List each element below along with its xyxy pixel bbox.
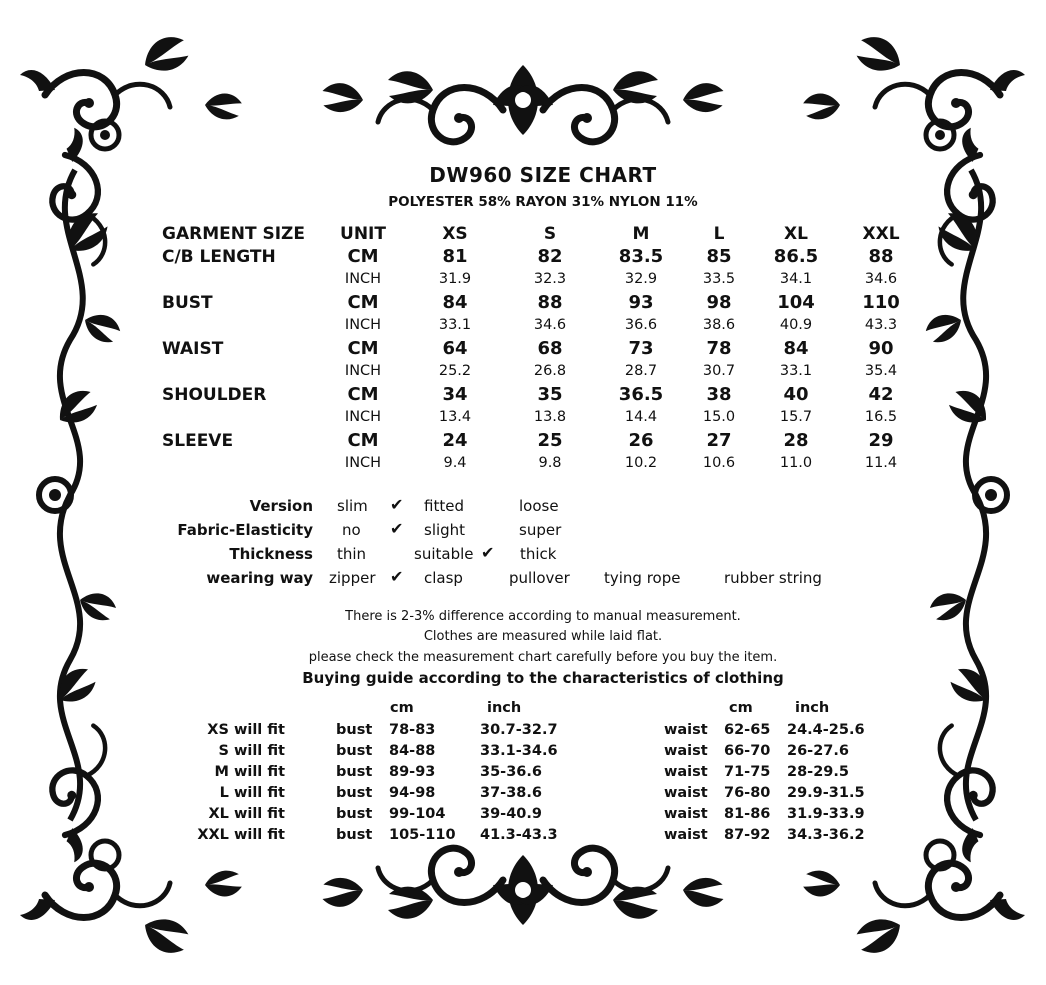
unit-inch: INCH — [344, 455, 382, 471]
check-icon: ✔ — [390, 495, 404, 514]
guide-fit-label: XXL will fit — [197, 827, 285, 843]
cell-value: 34.6 — [864, 271, 898, 287]
guide-waist-cm: 81-86 — [724, 806, 771, 822]
guide-waist-cm: 66-70 — [724, 743, 771, 759]
header-size-m: M — [632, 224, 650, 244]
option-pullover: pullover — [509, 569, 570, 587]
guide-header-bust-cm: cm — [390, 700, 414, 716]
attribute-label-fabric-elasticity: Fabric-Elasticity — [177, 521, 313, 539]
guide-waist-label: waist — [664, 785, 708, 801]
page-title: DW960 SIZE CHART — [429, 163, 657, 187]
cell-value: 9.4 — [443, 455, 467, 471]
cell-value: 34.1 — [779, 271, 813, 287]
option-fitted: fitted — [424, 497, 464, 515]
row-label-cb-length: C/B LENGTH — [162, 247, 276, 267]
guide-header-bust-inch: inch — [487, 700, 522, 716]
cell-value: 24 — [442, 430, 468, 451]
cell-value: 38.6 — [702, 317, 736, 333]
header-garment-size: GARMENT SIZE — [162, 224, 305, 244]
guide-waist-label: waist — [664, 764, 708, 780]
guide-waist-label: waist — [664, 827, 708, 843]
cell-value: 10.2 — [624, 455, 658, 471]
cell-value: 73 — [628, 338, 654, 359]
cell-value: 90 — [868, 338, 894, 359]
guide-bust-label: bust — [336, 722, 373, 738]
option-rubber-string: rubber string — [724, 569, 822, 587]
guide-waist-label: waist — [664, 806, 708, 822]
cell-value: 31.9 — [438, 271, 472, 287]
guide-bust-cm: 99-104 — [389, 806, 446, 822]
guide-bust-cm: 84-88 — [389, 743, 436, 759]
unit-inch: INCH — [344, 363, 382, 379]
option-zipper: zipper — [329, 569, 376, 587]
guide-header-waist-cm: cm — [729, 700, 753, 716]
cell-value: 32.9 — [624, 271, 658, 287]
guide-bust-label: bust — [336, 785, 373, 801]
cell-value: 9.8 — [538, 455, 562, 471]
cell-value: 88 — [537, 292, 563, 313]
option-clasp: clasp — [424, 569, 463, 587]
guide-fit-label: XL will fit — [208, 806, 285, 822]
guide-waist-label: waist — [664, 743, 708, 759]
header-size-l: L — [713, 224, 725, 244]
cell-value: 26.8 — [533, 363, 567, 379]
guide-fit-label: XS will fit — [207, 722, 285, 738]
guide-waist-inch: 31.9-33.9 — [787, 806, 865, 822]
cell-value: 10.6 — [702, 455, 736, 471]
cell-value: 15.7 — [779, 409, 813, 425]
row-label-bust: BUST — [162, 293, 213, 313]
option-thin: thin — [337, 545, 367, 563]
option-slim: slim — [337, 497, 368, 515]
unit-cm: CM — [347, 292, 379, 313]
cell-value: 40 — [783, 384, 809, 405]
cell-value: 82 — [537, 246, 563, 267]
cell-value: 33.1 — [779, 363, 813, 379]
note-laid-flat: Clothes are measured while laid flat. — [423, 629, 663, 644]
row-label-waist: WAIST — [162, 339, 224, 359]
cell-value: 85 — [706, 246, 732, 267]
unit-cm: CM — [347, 246, 379, 267]
guide-bust-label: bust — [336, 806, 373, 822]
option-super: super — [519, 521, 562, 539]
cell-value: 88 — [868, 246, 894, 267]
header-size-xs: XS — [442, 224, 468, 244]
guide-bust-inch: 41.3-43.3 — [480, 827, 558, 843]
cell-value: 34.6 — [533, 317, 567, 333]
cell-value: 43.3 — [864, 317, 898, 333]
option-thick: thick — [520, 545, 557, 563]
cell-value: 64 — [442, 338, 468, 359]
cell-value: 11.4 — [864, 455, 898, 471]
cell-value: 104 — [777, 292, 815, 313]
cell-value: 33.1 — [438, 317, 472, 333]
attribute-label-thickness: Thickness — [229, 545, 313, 563]
cell-value: 68 — [537, 338, 563, 359]
cell-value: 83.5 — [618, 246, 664, 267]
guide-waist-inch: 26-27.6 — [787, 743, 849, 759]
cell-value: 30.7 — [702, 363, 736, 379]
unit-cm: CM — [347, 384, 379, 405]
cell-value: 26 — [628, 430, 654, 451]
guide-waist-cm: 87-92 — [724, 827, 771, 843]
unit-cm: CM — [347, 338, 379, 359]
header-size-xl: XL — [784, 224, 808, 244]
header-size-xxl: XXL — [862, 224, 900, 244]
unit-cm: CM — [347, 430, 379, 451]
header-size-s: S — [543, 224, 557, 244]
cell-value: 14.4 — [624, 409, 658, 425]
fabric-composition: POLYESTER 58% RAYON 31% NYLON 11% — [388, 194, 698, 210]
guide-bust-label: bust — [336, 764, 373, 780]
check-icon: ✔ — [390, 519, 404, 538]
cell-value: 86.5 — [773, 246, 819, 267]
cell-value: 15.0 — [702, 409, 736, 425]
cell-value: 16.5 — [864, 409, 898, 425]
guide-bust-inch: 30.7-32.7 — [480, 722, 558, 738]
guide-waist-inch: 28-29.5 — [787, 764, 849, 780]
cell-value: 35.4 — [864, 363, 898, 379]
cell-value: 40.9 — [779, 317, 813, 333]
guide-bust-inch: 37-38.6 — [480, 785, 542, 801]
option-slight: slight — [424, 521, 466, 539]
unit-inch: INCH — [344, 271, 382, 287]
option-suitable: suitable — [414, 545, 474, 563]
guide-bust-cm: 89-93 — [389, 764, 436, 780]
cell-value: 36.5 — [618, 384, 664, 405]
cell-value: 25 — [537, 430, 563, 451]
unit-inch: INCH — [344, 317, 382, 333]
option-loose: loose — [519, 497, 559, 515]
option-no: no — [342, 521, 361, 539]
guide-waist-cm: 71-75 — [724, 764, 771, 780]
cell-value: 35 — [537, 384, 563, 405]
cell-value: 27 — [706, 430, 732, 451]
cell-value: 42 — [868, 384, 894, 405]
guide-bust-cm: 94-98 — [389, 785, 436, 801]
guide-bust-inch: 39-40.9 — [480, 806, 542, 822]
guide-waist-inch: 24.4-25.6 — [787, 722, 865, 738]
check-icon: ✔ — [481, 543, 495, 562]
guide-bust-label: bust — [336, 743, 373, 759]
guide-fit-label: M will fit — [214, 764, 285, 780]
check-icon: ✔ — [390, 567, 404, 586]
note-measurement-difference: There is 2-3% difference according to manual measurement. — [345, 609, 741, 624]
cell-value: 28.7 — [624, 363, 658, 379]
unit-inch: INCH — [344, 409, 382, 425]
guide-bust-cm: 105-110 — [389, 827, 456, 843]
attribute-label-version: Version — [249, 497, 313, 515]
option-tying-rope: tying rope — [604, 569, 681, 587]
guide-waist-cm: 76-80 — [724, 785, 771, 801]
cell-value: 98 — [706, 292, 732, 313]
buying-guide-title: Buying guide according to the characteristics of clothing — [302, 669, 784, 687]
cell-value: 25.2 — [438, 363, 472, 379]
cell-value: 84 — [783, 338, 809, 359]
cell-value: 34 — [442, 384, 468, 405]
cell-value: 36.6 — [624, 317, 658, 333]
cell-value: 84 — [442, 292, 468, 313]
cell-value: 110 — [862, 292, 900, 313]
cell-value: 33.5 — [702, 271, 736, 287]
cell-value: 13.8 — [533, 409, 567, 425]
header-unit: UNIT — [340, 224, 386, 244]
cell-value: 13.4 — [438, 409, 472, 425]
cell-value: 78 — [706, 338, 732, 359]
guide-waist-inch: 34.3-36.2 — [787, 827, 865, 843]
guide-header-waist-inch: inch — [795, 700, 830, 716]
guide-bust-label: bust — [336, 827, 373, 843]
note-check-chart: please check the measurement chart carefully before you buy the item. — [308, 650, 778, 665]
guide-bust-inch: 33.1-34.6 — [480, 743, 558, 759]
guide-waist-cm: 62-65 — [724, 722, 771, 738]
cell-value: 11.0 — [779, 455, 813, 471]
cell-value: 32.3 — [533, 271, 567, 287]
guide-bust-cm: 78-83 — [389, 722, 436, 738]
cell-value: 28 — [783, 430, 809, 451]
guide-fit-label: S will fit — [218, 743, 285, 759]
row-label-sleeve: SLEEVE — [162, 431, 234, 451]
guide-bust-inch: 35-36.6 — [480, 764, 542, 780]
cell-value: 93 — [628, 292, 654, 313]
cell-value: 29 — [868, 430, 894, 451]
row-label-shoulder: SHOULDER — [162, 385, 267, 405]
cell-value: 38 — [706, 384, 732, 405]
guide-waist-label: waist — [664, 722, 708, 738]
attribute-label-wearing-way: wearing way — [206, 569, 313, 587]
cell-value: 81 — [442, 246, 468, 267]
guide-waist-inch: 29.9-31.5 — [787, 785, 865, 801]
guide-fit-label: L will fit — [219, 785, 285, 801]
